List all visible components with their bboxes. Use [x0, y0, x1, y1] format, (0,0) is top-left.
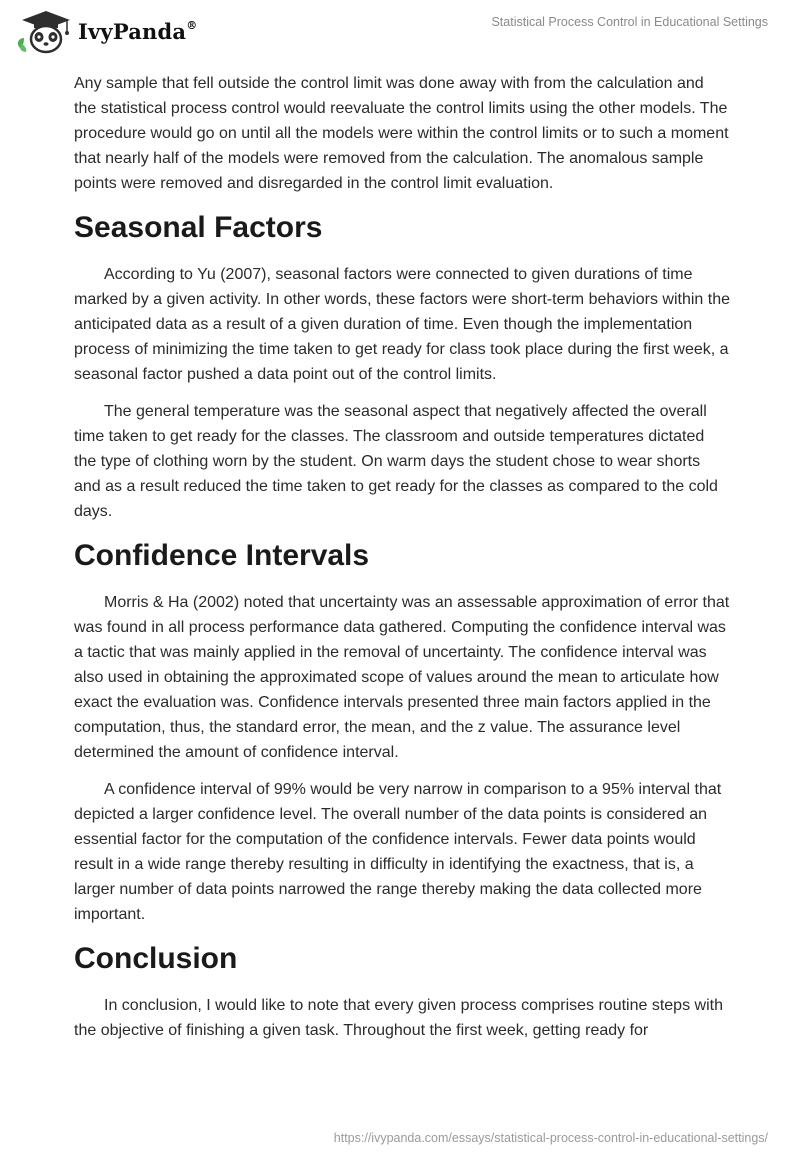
intro-paragraph: Any sample that fell outside the control limit was done away with from the calculation and the statistical process control would reevaluate the control limits using the other models. The procedure would go on until all the models were within the control limits or to such a moment that nearly half of the models were removed from the calculation. The anomalous sample points were removed and disregarded in the control limit evaluation.	[74, 75, 729, 192]
paragraph: In conclusion, I would like to note that every given process comprises routine steps with the objective of finishing a given task. Throughout the first week, getting ready for	[74, 997, 723, 1039]
document-title: Statistical Process Control in Educational Settings	[491, 15, 768, 29]
source-url[interactable]: https://ivypanda.com/essays/statistical-process-control-in-educational-settings/	[333, 1131, 768, 1145]
brand-name: IvyPanda®	[78, 18, 198, 44]
section-heading-confidence-intervals: Confidence Intervals	[74, 539, 370, 572]
page-header	[0, 0, 800, 64]
section-heading-seasonal-factors: Seasonal Factors	[74, 211, 323, 244]
registered-mark: ®	[186, 18, 198, 32]
brand-logo[interactable]	[14, 8, 197, 54]
paragraph: The general temperature was the seasonal aspect that negatively affected the overall time taken to get ready for the classes. The classroom and outside temperatures dictated the type of clothing worn by the student. On warm days the student chose to wear shorts and as a result reduced the time taken to get ready for the classes as compared to the cold days.	[74, 403, 718, 520]
section-heading-conclusion: Conclusion	[74, 942, 238, 975]
paragraph: According to Yu (2007), seasonal factors were connected to given durations of time marked by a given activity. In other words, these factors were short-term behaviors within the anticipated data as a result of a given duration of time. Even though the implementation process of minimizing the time taken to get ready for class took place during the first week, a seasonal factor pushed a data point out of the control limits.	[74, 266, 730, 383]
paragraph: A confidence interval of 99% would be very narrow in comparison to a 95% interval that depicted a larger confidence level. The overall number of the data points is considered an essential factor for the computation of the confidence intervals. Fewer data points would result in a wide range thereby resulting in difficulty in identifying the exactness, that is, a larger number of data points narrowed the range thereby making the data collected more important.	[74, 781, 722, 923]
panda-graduate-icon	[14, 8, 74, 54]
paragraph: Morris & Ha (2002) noted that uncertainty was an assessable approximation of error that was found in all process performance data gathered. Computing the confidence interval was a tactic that was mainly applied in the removal of uncertainty. The confidence interval was also used in obtaining the approximated scope of values around the mean to articulate how exact the evaluation was. Confidence intervals presented three main factors applied in the computation, thus, the standard error, the mean, and the z value. The assurance level determined the amount of confidence interval.	[74, 594, 730, 761]
essay-body	[74, 71, 730, 1055]
